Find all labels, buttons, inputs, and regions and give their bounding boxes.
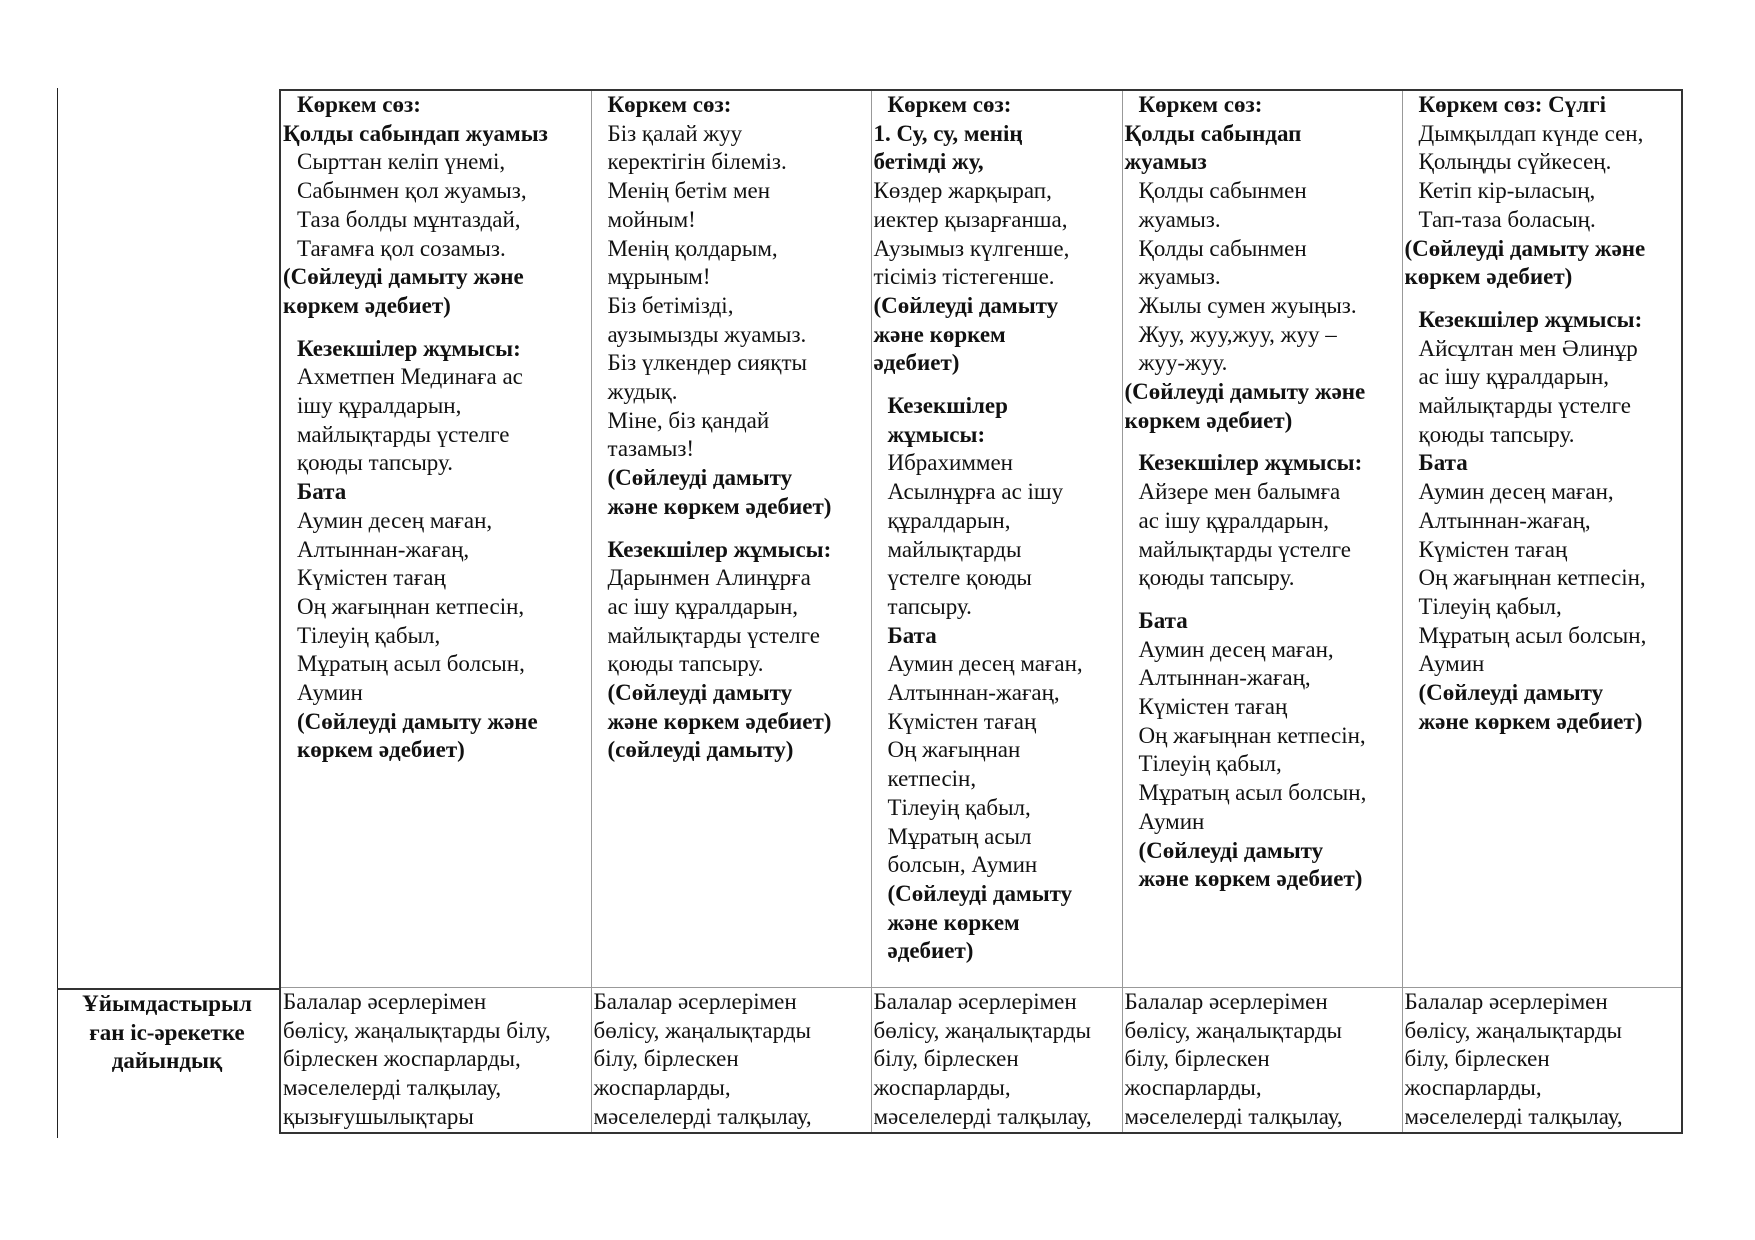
- text-line: майлықтарды үстелге: [1418, 393, 1631, 419]
- text-line: Қолды сабынмен: [1138, 235, 1307, 261]
- text-line: Күмістен тағаң: [887, 708, 1037, 734]
- text-line: Тілеуің қабыл,: [887, 794, 1031, 820]
- text-line: Мұратың асыл болсын,: [297, 651, 525, 677]
- text-line: жуамыз.: [1138, 264, 1221, 290]
- prep-text-line: білу, бірлескен: [873, 1046, 1019, 1072]
- text-line: кетпесін,: [887, 766, 977, 792]
- row-label-preparation: [62, 990, 272, 1076]
- text-line: Айсұлтан мен Әлинұр: [1418, 335, 1638, 361]
- text-line: ас ішу құралдарын,: [1418, 364, 1610, 390]
- heading-line: Көркем сөз:: [297, 92, 421, 117]
- heading-line: (Сөйлеуді дамыту: [1418, 680, 1604, 706]
- prep-text-line: Балалар әсерлерімен: [593, 989, 797, 1014]
- text-line: Оң жағыңнан кетпесін,: [297, 593, 525, 619]
- activity-cell-day-3: [871, 90, 1122, 988]
- heading-line: (Сөйлеуді дамыту және: [297, 708, 538, 734]
- prep-text-line: мәселелерді талқылау,: [1404, 1103, 1623, 1129]
- text-line: Менің бетім мен: [607, 178, 771, 204]
- text-line: Алтыннан-жағаң,: [887, 680, 1060, 706]
- text-line: Аумин: [1138, 808, 1205, 834]
- text-line: Тап-таза боласың.: [1418, 206, 1596, 232]
- text-line: жуу-жуу.: [1138, 350, 1228, 376]
- text-line: Сырттан келіп үнемі,: [297, 149, 506, 175]
- heading-line: көркем әдебиет): [297, 737, 465, 763]
- prep-text-line: бөлісу, жаңалықтарды: [1124, 1017, 1342, 1043]
- prep-text-line: жоспарларды,: [1404, 1075, 1542, 1101]
- prep-text-line: Балалар әсерлерімен: [873, 989, 1077, 1014]
- text-line: Алтыннан-жағаң,: [297, 536, 470, 562]
- text-line: Аумин: [1418, 651, 1485, 677]
- blank-line: [594, 522, 871, 536]
- text-line: Мұратың асыл болсын,: [1418, 622, 1647, 648]
- text-line: Дымқылдап күнде сен,: [1418, 120, 1644, 146]
- text-line: Аузымыз күлгенше,: [873, 235, 1070, 261]
- text-line: ас ішу құралдарын,: [607, 593, 799, 619]
- prep-cell-day-3: [871, 988, 1122, 1134]
- text-line: Қолыңды сүйкесең.: [1418, 149, 1612, 175]
- text-line: Аумин десең маған,: [1418, 479, 1614, 505]
- text-line: Міне, біз қандай: [607, 407, 770, 433]
- blank-line: [283, 321, 591, 335]
- heading-line: жұмысы:: [887, 421, 986, 447]
- daily-plan-table: [279, 89, 1683, 1134]
- heading-line: (Сөйлеуді дамыту: [607, 680, 793, 706]
- heading-line: (Сөйлеуді дамыту және: [283, 264, 524, 290]
- table-row-preparation: [280, 988, 1682, 1134]
- text-line: ас ішу құралдарын,: [1138, 507, 1330, 533]
- text-line: Алтыннан-жағаң,: [1418, 507, 1591, 533]
- heading-line: Көркем сөз:: [887, 92, 1012, 117]
- text-line: Мұратың асыл болсын,: [1138, 780, 1367, 806]
- text-line: Мұратың асыл: [887, 823, 1032, 849]
- prep-text-line: жоспарларды,: [873, 1075, 1011, 1101]
- text-line: тісіміз тістегенше.: [873, 264, 1055, 290]
- text-line: майлықтарды: [887, 536, 1022, 562]
- row-label-line: дайындық: [111, 1048, 223, 1074]
- heading-line: бетімді жу,: [873, 149, 984, 175]
- activity-cell-day-5: [1402, 90, 1682, 988]
- text-line: Оң жағыңнан кетпесін,: [1418, 565, 1646, 591]
- text-line: Аумин: [297, 680, 363, 706]
- heading-line: Көркем сөз:: [1138, 92, 1263, 117]
- text-line: Дарынмен Алинұрға: [607, 565, 811, 591]
- prep-text-line: білу, бірлескен: [593, 1046, 739, 1072]
- prep-text-line: бірлескен жоспарларды,: [283, 1046, 521, 1072]
- prep-text-line: жоспарларды,: [593, 1075, 731, 1101]
- heading-line: Қолды сабындап: [1124, 120, 1302, 146]
- text-line: қоюды тапсыру.: [1138, 565, 1295, 591]
- text-line: Оң жағыңнан: [887, 737, 1021, 763]
- text-line: Тілеуің қабыл,: [297, 622, 441, 648]
- text-line: Күмістен тағаң: [1418, 536, 1568, 562]
- heading-line: (Сөйлеуді дамыту және: [1124, 379, 1366, 405]
- prep-text-line: бөлісу, жаңалықтарды: [1404, 1017, 1622, 1043]
- text-line: жудық.: [607, 379, 678, 405]
- text-line: Алтыннан-жағаң,: [1138, 665, 1311, 691]
- heading-line: Бата: [887, 622, 937, 648]
- heading-line: Бата: [1418, 450, 1468, 476]
- text-line: Сабынмен қол жуамыз,: [297, 178, 527, 204]
- text-line: иектер қызарғанша,: [873, 206, 1068, 232]
- text-line: майлықтарды үстелге: [607, 622, 820, 648]
- prep-text-line: мәселелерді талқылау,: [283, 1075, 502, 1101]
- text-line: Тілеуің қабыл,: [1418, 593, 1562, 619]
- activity-cell-day-2: [591, 90, 871, 988]
- prep-text-line: мәселелерді талқылау,: [1124, 1103, 1343, 1129]
- text-line: Аумин десең маған,: [887, 651, 1083, 677]
- heading-line: Кезекшілер жұмысы:: [607, 536, 832, 562]
- heading-line: (Сөйлеуді дамыту: [1138, 837, 1324, 863]
- text-line: жуамыз.: [1138, 206, 1221, 232]
- text-line: Ибрахиммен: [887, 450, 1013, 476]
- prep-text-line: Балалар әсерлерімен: [1124, 989, 1328, 1014]
- text-line: Тілеуің қабыл,: [1138, 751, 1282, 777]
- page-left-rule: [57, 88, 58, 1138]
- text-line: Күмістен тағаң: [1138, 694, 1288, 720]
- blank-line: [1405, 292, 1682, 306]
- text-line: тапсыру.: [887, 593, 972, 619]
- text-line: керектігін білеміз.: [607, 149, 787, 175]
- prep-cell-day-2: [591, 988, 871, 1134]
- text-line: қоюды тапсыру.: [607, 651, 764, 677]
- text-line: Көздер жарқырап,: [873, 178, 1052, 204]
- heading-line: көркем әдебиет): [1124, 407, 1293, 433]
- heading-line: және көркем әдебиет): [1138, 866, 1363, 892]
- prep-text-line: жоспарларды,: [1124, 1075, 1262, 1101]
- text-line: тазамыз!: [607, 436, 695, 462]
- heading-line: және көркем әдебиет): [607, 708, 832, 734]
- text-line: үстелге қоюды: [887, 565, 1032, 591]
- text-line: Жуу, жуу,жуу, жуу –: [1138, 321, 1337, 347]
- text-line: мойным!: [607, 206, 696, 232]
- text-line: Аумин десең маған,: [1138, 636, 1334, 662]
- heading-line: (сөйлеуді дамыту): [607, 737, 794, 763]
- text-line: Айзере мен балымға: [1138, 479, 1341, 505]
- text-line: Асылнұрға ас ішу: [887, 479, 1064, 505]
- prep-text-line: қызығушылықтары: [283, 1103, 474, 1129]
- prep-cell-day-1: [280, 988, 591, 1134]
- heading-line: және көркем әдебиет): [1418, 708, 1643, 734]
- text-line: Біз қалай жуу: [607, 120, 743, 146]
- prep-text-line: мәселелерді талқылау,: [873, 1103, 1092, 1129]
- heading-line: Кезекшілер жұмысы:: [297, 335, 521, 361]
- text-line: Ахметпен Мединаға ас: [297, 364, 523, 390]
- prep-text-line: бөлісу, жаңалықтарды: [593, 1017, 811, 1043]
- heading-line: және көркем әдебиет): [607, 493, 832, 519]
- text-line: құралдарын,: [887, 507, 1011, 533]
- heading-line: Қолды сабындап жуамыз: [283, 120, 548, 146]
- text-line: ішу құралдарын,: [297, 393, 462, 419]
- heading-line: және көркем: [873, 321, 1006, 347]
- text-line: Қолды сабынмен: [1138, 178, 1307, 204]
- text-line: Менің қолдарым,: [607, 235, 778, 261]
- heading-line: Кезекшілер жұмысы:: [1418, 306, 1643, 332]
- prep-text-line: білу, бірлескен: [1124, 1046, 1270, 1072]
- heading-line: (Сөйлеуді дамыту: [873, 292, 1059, 318]
- prep-text-line: Балалар әсерлерімен: [1404, 989, 1608, 1014]
- table-row-activities: [280, 90, 1682, 988]
- text-line: аузымызды жуамыз.: [607, 321, 807, 347]
- activity-cell-day-1: [280, 90, 591, 988]
- text-line: Таза болды мұнтаздай,: [297, 206, 521, 232]
- heading-line: Кезекшілер жұмысы:: [1138, 450, 1363, 476]
- heading-line: (Сөйлеуді дамыту: [887, 880, 1073, 906]
- text-line: Біз бетімізді,: [607, 292, 734, 318]
- text-line: Күмістен тағаң: [297, 565, 446, 591]
- text-line: мұрыным!: [607, 264, 711, 290]
- prep-cell-day-4: [1122, 988, 1402, 1134]
- heading-line: жуамыз: [1124, 149, 1207, 175]
- row-label-line: Ұйымдастырыл: [82, 991, 252, 1016]
- heading-line: Көркем сөз:: [607, 92, 732, 117]
- heading-line: көркем әдебиет): [283, 292, 451, 318]
- prep-cell-day-5: [1402, 988, 1682, 1134]
- text-line: Аумин десең маған,: [297, 507, 493, 533]
- heading-line: әдебиет): [887, 938, 974, 964]
- text-line: Тағамға қол созамыз.: [297, 235, 506, 261]
- blank-line: [874, 378, 1122, 392]
- prep-text-line: бөлісу, жаңалықтарды: [873, 1017, 1091, 1043]
- text-line: қоюды тапсыру.: [297, 450, 453, 476]
- text-line: майлықтарды үстелге: [1138, 536, 1351, 562]
- prep-text-line: білу, бірлескен: [1404, 1046, 1550, 1072]
- heading-line: 1. Су, су, менің: [873, 120, 1023, 146]
- heading-line: Бата: [1138, 607, 1188, 633]
- text-line: қоюды тапсыру.: [1418, 421, 1575, 447]
- activity-cell-day-4: [1122, 90, 1402, 988]
- text-line: Жылы сумен жуыңыз.: [1138, 292, 1357, 318]
- heading-line: (Сөйлеуді дамыту және: [1404, 235, 1646, 261]
- blank-line: [1125, 593, 1402, 607]
- row-label-line: ған іс-әрекетке: [89, 1019, 245, 1045]
- text-line: Кетіп кір-ыласың,: [1418, 178, 1596, 204]
- heading-line: (Сөйлеуді дамыту: [607, 465, 793, 491]
- text-line: Оң жағыңнан кетпесін,: [1138, 722, 1366, 748]
- heading-line: көркем әдебиет): [1404, 264, 1573, 290]
- prep-text-line: бөлісу, жаңалықтарды білу,: [283, 1017, 551, 1043]
- prep-text-line: мәселелерді талқылау,: [593, 1103, 812, 1129]
- blank-line: [1125, 435, 1402, 449]
- text-line: Біз үлкендер сияқты: [607, 350, 807, 376]
- heading-line: және көркем: [887, 909, 1020, 935]
- heading-line: Бата: [297, 479, 347, 505]
- heading-line: Көркем сөз: Сүлгі: [1418, 92, 1606, 117]
- prep-text-line: Балалар әсерлерімен: [283, 989, 487, 1014]
- text-line: болсын, Аумин: [887, 852, 1038, 878]
- heading-line: әдебиет): [873, 350, 960, 376]
- text-line: майлықтарды үстелге: [297, 421, 510, 447]
- heading-line: Кезекшілер: [887, 393, 1008, 419]
